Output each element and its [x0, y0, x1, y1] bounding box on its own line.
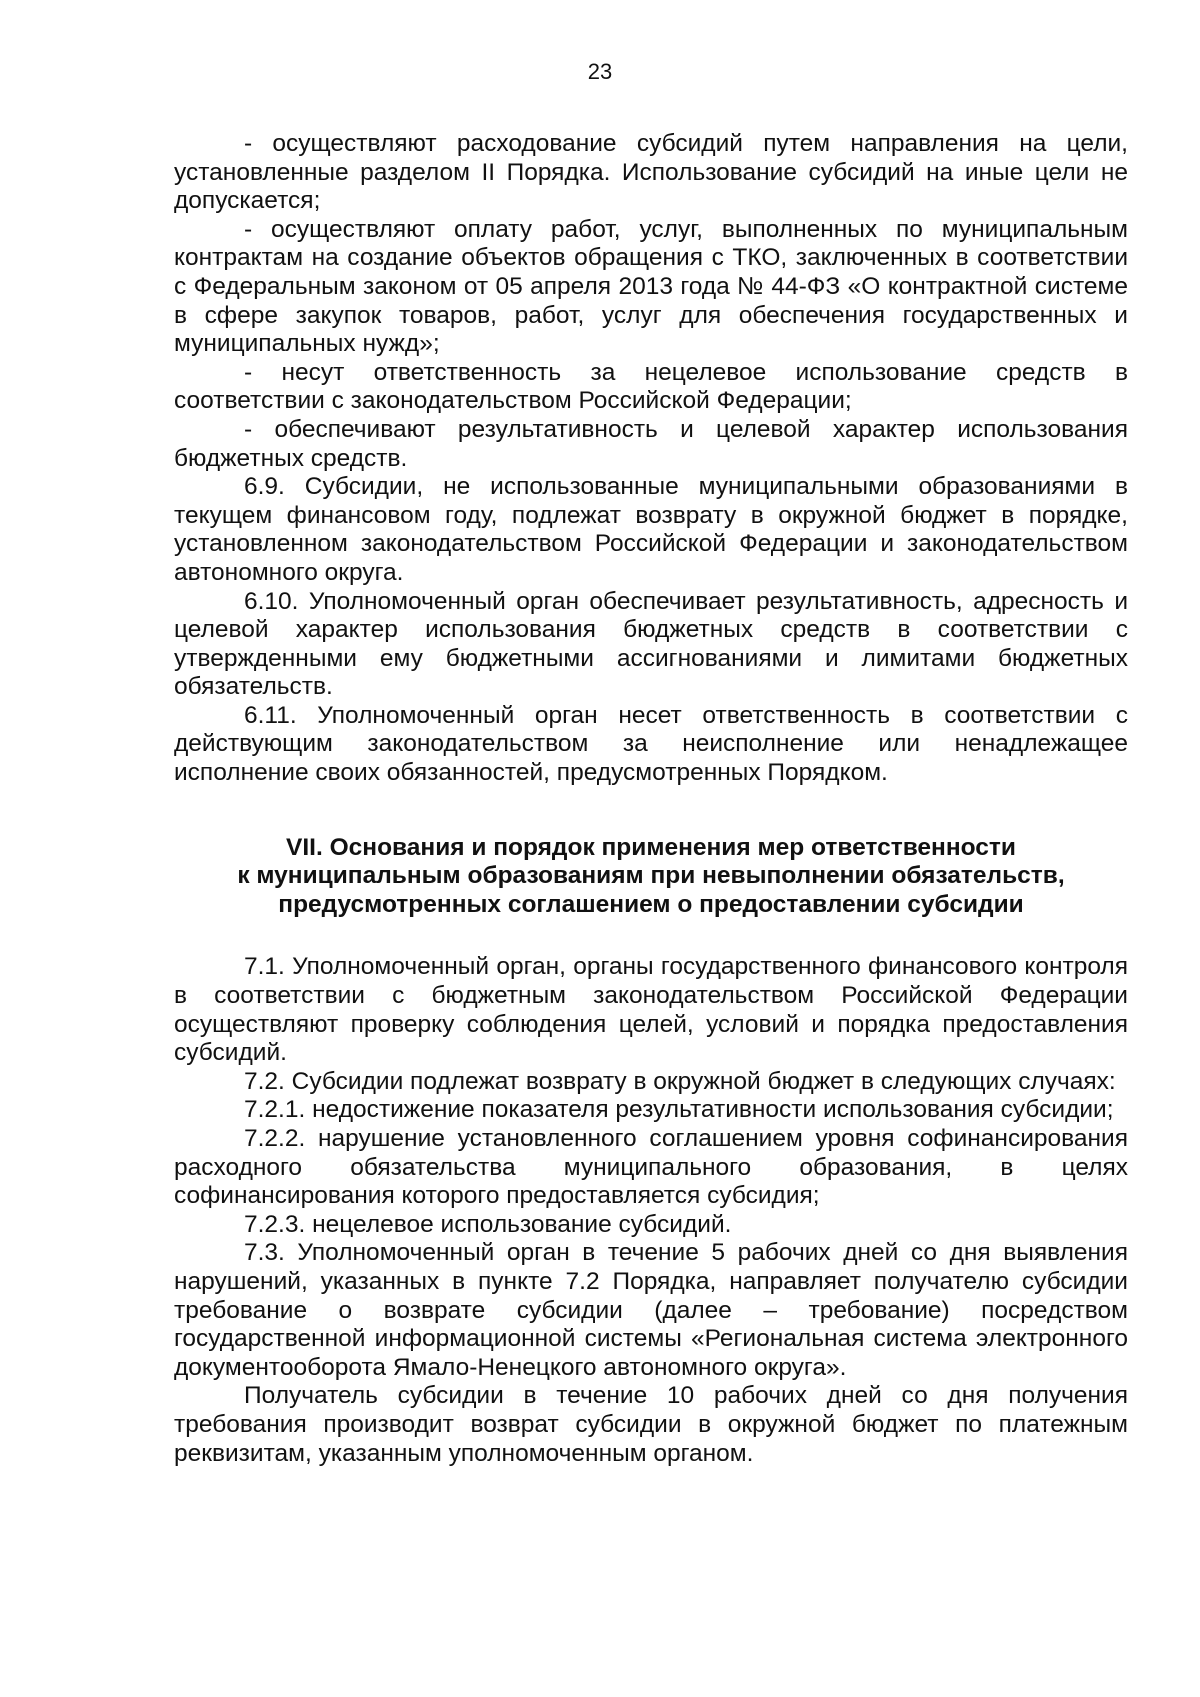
section-heading-line-1: VII. Основания и порядок применения мер ответственности — [286, 833, 1016, 861]
paragraph-7-2: 7.2. Субсидии подлежат возврату в окружной бюджет в следующих случаях: — [244, 1067, 1116, 1095]
section-heading-line-2: к муниципальным образованиям при невыполнении обязательств, — [237, 862, 1065, 890]
section-heading-vii — [174, 834, 1128, 920]
paragraph-6-11: 6.11. Уполномоченный орган несет ответственность в соответствии с действующим законодательством за неисполнение или ненадлежащее исполнение своих обязанностей, предусмотренных Порядком. — [174, 701, 1128, 787]
document-body — [174, 130, 1128, 1468]
paragraph-6-10: 6.10. Уполномоченный орган обеспечивает результативность, адресность и целевой характер использования бюджетных средств в соответствии с утвержденными ему бюджетными ассигнованиями и лимитами бюджетных обязательств. — [174, 587, 1128, 701]
paragraph-effectiveness: - обеспечивают результативность и целевой характер использования бюджетных средств. — [174, 415, 1128, 472]
paragraph-contract-payment: - осуществляют оплату работ, услуг, выполненных по муниципальным контрактам на создание объектов обращения с ТКО, заключенных в соответствии с Федеральным законом от 05 апреля 2013 года № 44-ФЗ «О контрактной системе в сфере закупок товаров, работ, услуг для обеспечения государственных и муниципальных нужд»; — [174, 215, 1128, 358]
paragraph-spending-purpose: - осуществляют расходование субсидий путем направления на цели, установленные разделом II Порядка. Использование субсидий на иные цели не допускается; — [174, 130, 1128, 215]
page-number: 23 — [587, 59, 613, 84]
paragraph-7-3: 7.3. Уполномоченный орган в течение 5 рабочих дней со дня выявления нарушений, указанных в пункте 7.2 Порядка, направляет получателю субсидии требование о возврате субсидии (далее – требование) посредством государственной информационной системы «Региональная система электронного документооборота Ямало-Ненецкого автономного округа». — [174, 1239, 1128, 1381]
paragraph-7-1: 7.1. Уполномоченный орган, органы государственного финансового контроля в соответствии с бюджетным законодательством Российской Федерации осуществляют проверку соблюдения целей, условий и порядка предоставления субсидий. — [174, 953, 1128, 1067]
paragraph-7-2-3: 7.2.3. нецелевое использование субсидий. — [244, 1210, 732, 1238]
paragraph-responsibility: - несут ответственность за нецелевое использование средств в соответствии с законодательством Российской Федерации; — [174, 358, 1128, 415]
paragraph-7-2-1: 7.2.1. недостижение показателя результативности использования субсидии; — [244, 1096, 1114, 1124]
paragraph-6-9: 6.9. Субсидии, не использованные муниципальными образованиями в текущем финансовом году, подлежат возврату в окружной бюджет в порядке, установленном законодательством Российской Федерации и законодательством автономного округа. — [174, 473, 1128, 586]
section-heading-line-3: предусмотренных соглашением о предоставлении субсидии — [278, 890, 1024, 918]
paragraph-refund-deadline: Получатель субсидии в течение 10 рабочих дней со дня получения требования производит возврат субсидии в окружной бюджет по платежным реквизитам, указанным уполномоченным органом. — [174, 1382, 1128, 1467]
paragraph-7-2-2: 7.2.2. нарушение установленного соглашением уровня софинансирования расходного обязательства муниципального образования, в целях софинансирования которого предоставляется субсидия; — [174, 1125, 1128, 1210]
